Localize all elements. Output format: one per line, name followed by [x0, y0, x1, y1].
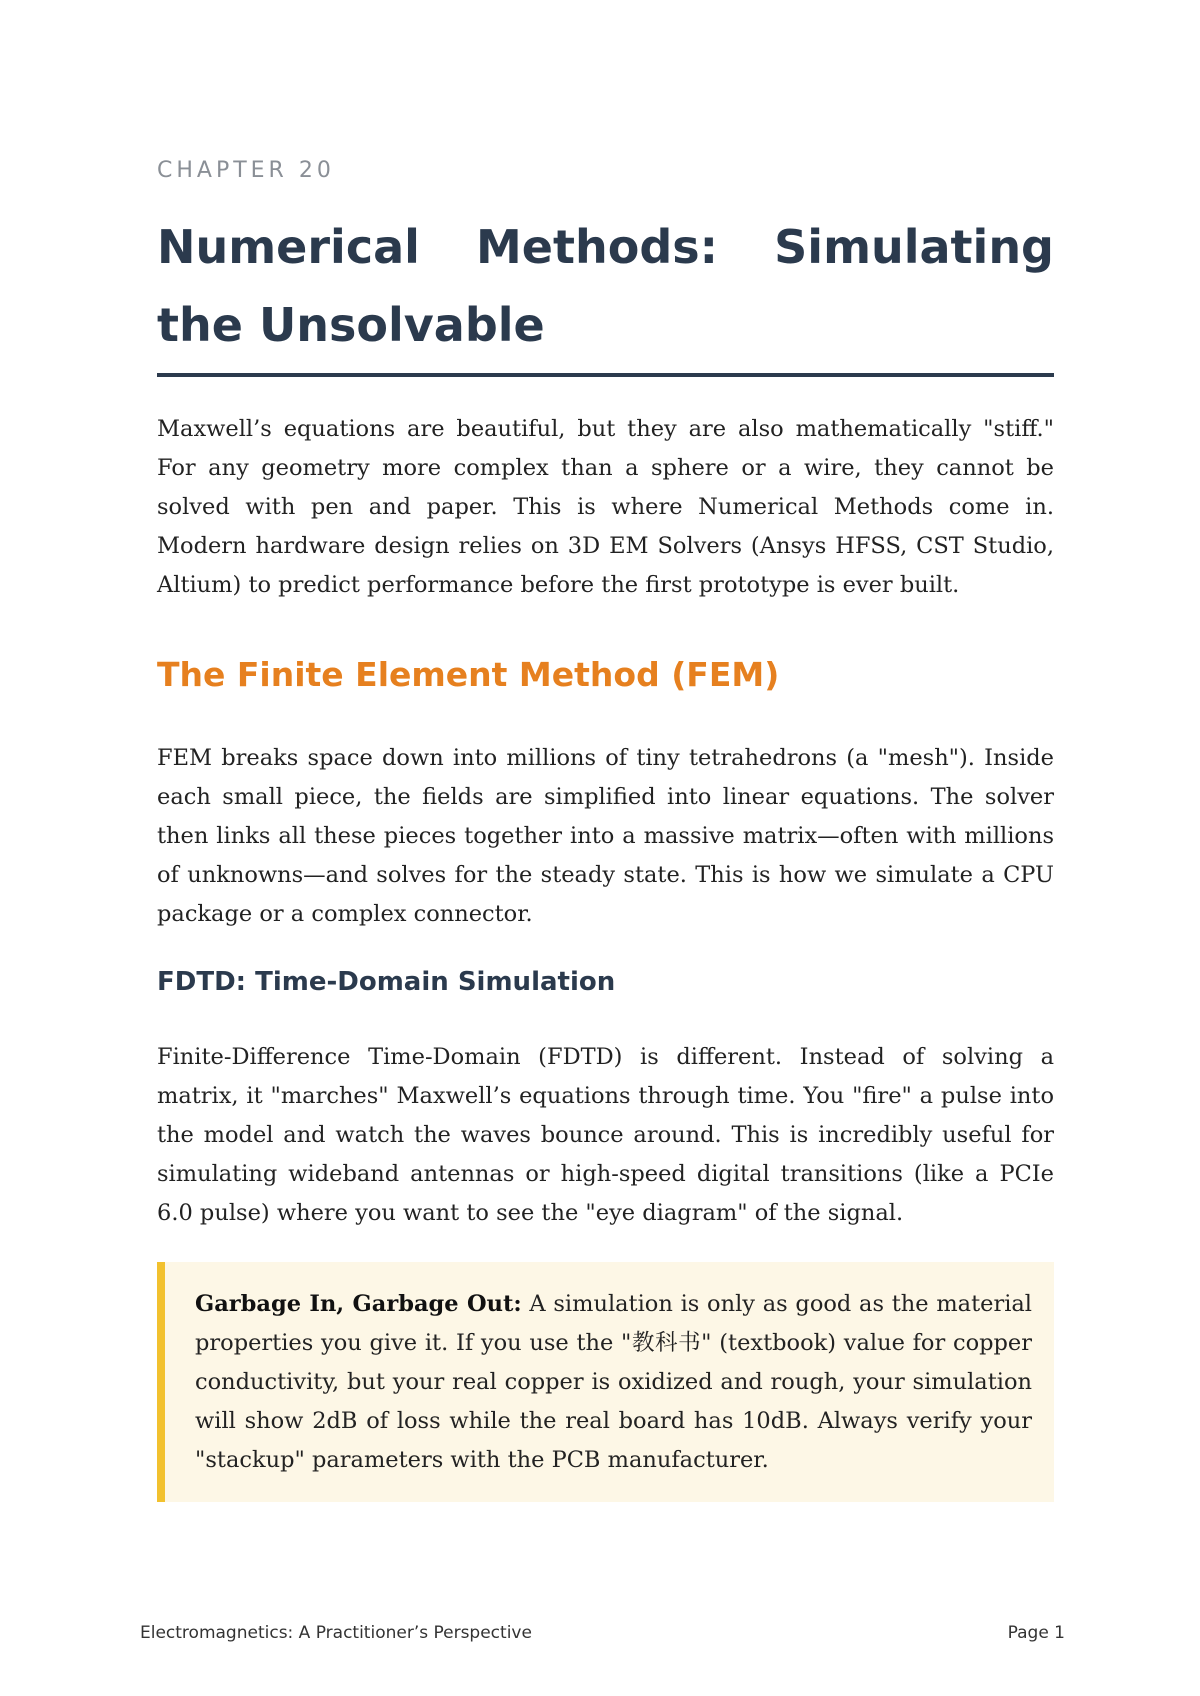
- footer-page-number: Page 1: [1007, 1623, 1065, 1643]
- footer-book-title: Electromagnetics: A Practitioner’s Perspective: [140, 1623, 532, 1643]
- chapter-label: CHAPTER 20: [157, 158, 335, 183]
- callout-lead: Garbage In, Garbage Out:: [195, 1291, 522, 1317]
- title-divider: [157, 373, 1054, 377]
- fem-paragraph: FEM breaks space down into millions of tiny tetrahedrons (a "mesh"). Inside each small piece, the fields are simplified into linear equations. The solver then links all these pieces together into a massive matrix—often with millions of unknowns—and solves for the steady state. This is how we simulate a CPU package or a complex connector.: [157, 745, 1054, 927]
- fem-heading: The Finite Element Method (FEM): [157, 655, 780, 694]
- intro-paragraph: Maxwell’s equations are beautiful, but they are also mathematically "stiff." For any geometry more complex than a sphere or a wire, they cannot be solved with pen and paper. This is where Numerical Methods come in. Modern hardware design relies on 3D EM Solvers (Ansys HFSS, CST Studio, Altium) to predict performance before the first prototype is ever built.: [157, 416, 1054, 598]
- callout-box: [157, 1262, 1054, 1502]
- callout-text: [195, 1285, 1032, 1480]
- callout-body: A simulation is only as good as the material properties you give it. If you use the "教科书" (textbook) value for copper conductivity, but your real copper is oxidized and rough, your simulation will show 2dB of loss while the real board has 10dB. Always verify your "stackup" parameters with the PCB manufacturer.: [195, 1291, 1033, 1473]
- chapter-title: Numerical Methods: Simulating the Unsolvable: [157, 220, 1054, 352]
- fdtd-paragraph: Finite-Difference Time-Domain (FDTD) is different. Instead of solving a matrix, it "marches" Maxwell’s equations through time. You "fire" a pulse into the model and watch the waves bounce around. This is incredibly useful for simulating wideband antennas or high-speed digital transitions (like a PCIe 6.0 pulse) where you want to see the "eye diagram" of the signal.: [157, 1044, 1054, 1226]
- fdtd-heading: FDTD: Time-Domain Simulation: [157, 967, 616, 997]
